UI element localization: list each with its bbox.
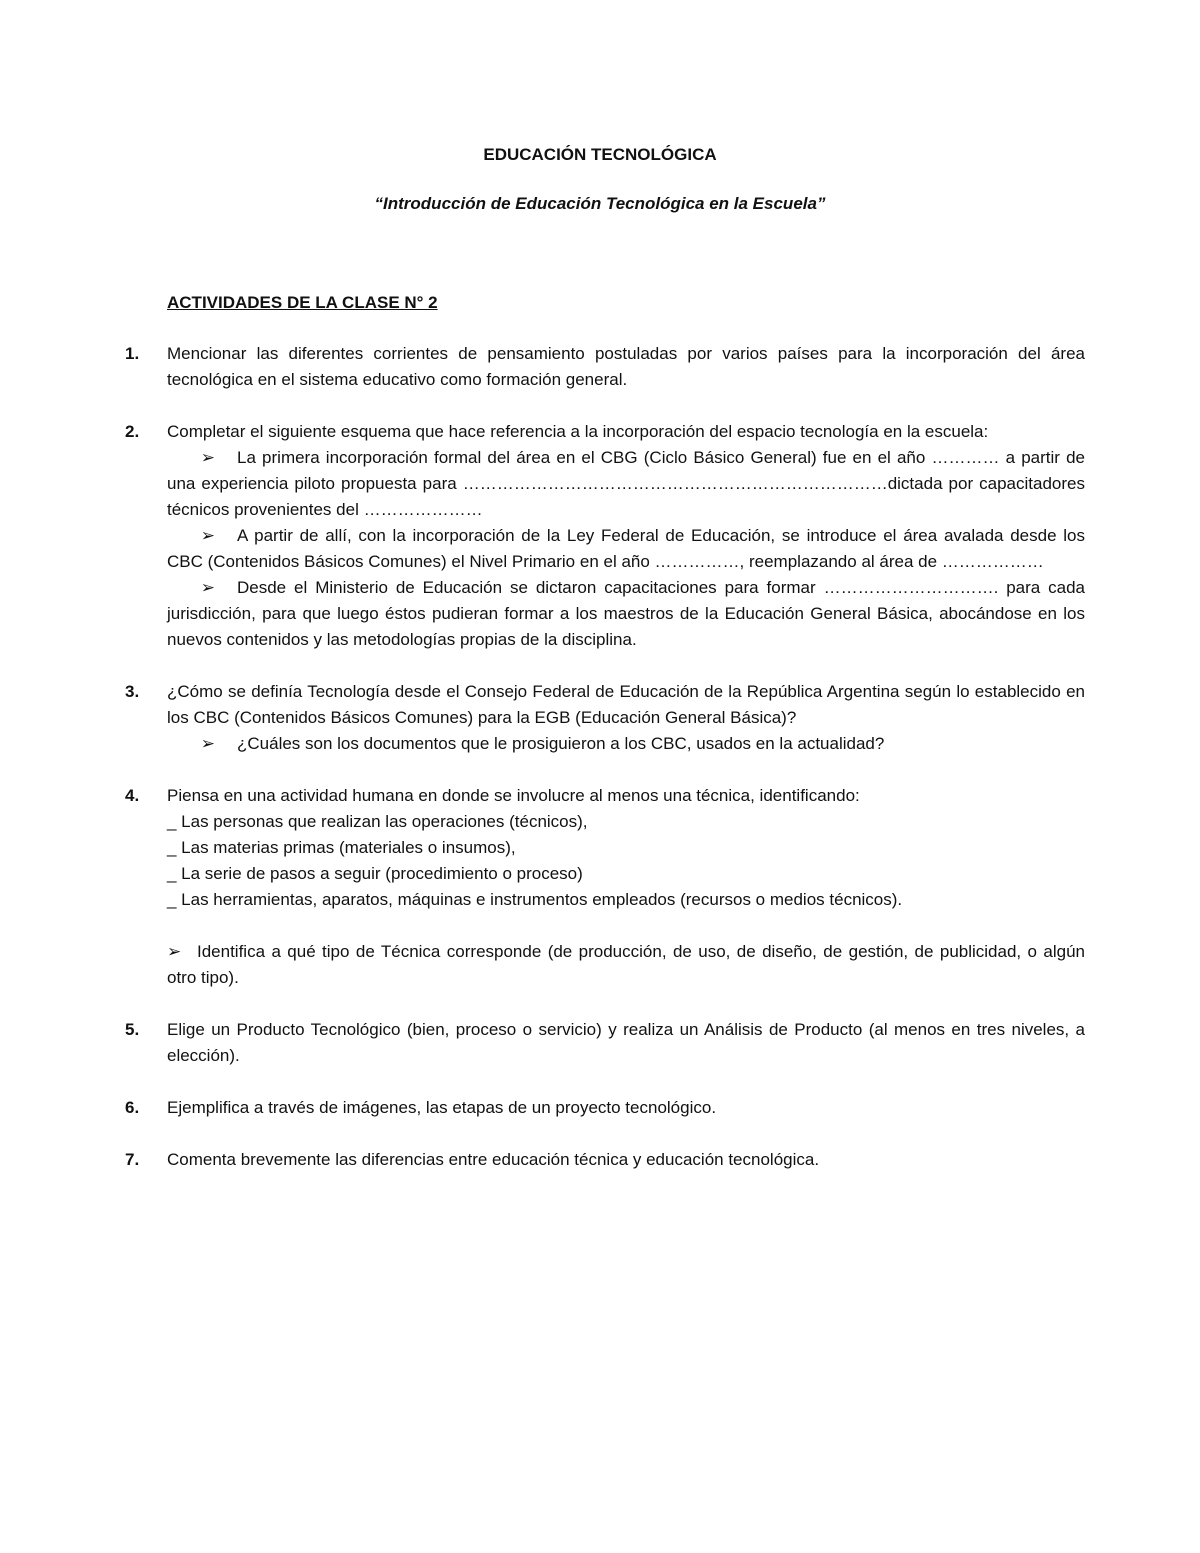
list-item — [0, 1017, 1200, 1069]
bullet-item — [167, 575, 1085, 653]
item-number: 1. — [125, 344, 140, 363]
item-text: ¿Cómo se definía Tecnología desde el Consejo Federal de Educación de la República Argentina según lo establecido en los CBC (Contenidos Básicos Comunes) para la EGB (Educación General Básica)? — [167, 682, 1085, 727]
list-item — [0, 783, 1200, 991]
item-text: Ejemplifica a través de imágenes, las etapas de un proyecto tecnológico. — [167, 1098, 717, 1117]
bullet-item — [167, 939, 1085, 991]
bullet-text: A partir de allí, con la incorporación de la Ley Federal de Educación, se introduce el área avalada desde los CBC (Contenidos Básicos Comunes) el Nivel Primario en el año ……………, reemplazando al área de ……………… — [167, 526, 1085, 571]
item-text: Piensa en una actividad humana en donde se involucre al menos una técnica, identificando: — [167, 786, 860, 805]
item-text: Mencionar las diferentes corrientes de pensamiento postuladas por varios países para la incorporación del área tecnológica en el sistema educativo como formación general. — [167, 344, 1085, 389]
activities-heading: ACTIVIDADES DE LA CLASE N° 2 — [167, 293, 438, 312]
blank-line: _ Las personas que realizan las operaciones (técnicos), — [167, 812, 588, 831]
bullet-text: ¿Cuáles son los documentos que le prosiguieron a los CBC, usados en la actualidad? — [237, 734, 885, 753]
arrow-bullet-icon: ➢ — [200, 734, 215, 753]
item-text: Completar el siguiente esquema que hace referencia a la incorporación del espacio tecnología en la escuela: — [167, 422, 989, 441]
blank-line: _ Las herramientas, aparatos, máquinas e instrumentos empleados (recursos o medios técnicos). — [167, 890, 903, 909]
arrow-bullet-icon: ➢ — [200, 578, 215, 597]
arrow-bullet-icon: ➢ — [167, 942, 182, 961]
bullet-text: Desde el Ministerio de Educación se dictaron capacitaciones para formar …………………………. para cada jurisdicción, para que luego éstos pudieran formar a los maestros de la Educación General Básica, abocándose en los nuevos contenidos y las metodologías propias de la disciplina. — [167, 578, 1085, 649]
bullet-item — [167, 445, 1085, 523]
list-item — [0, 679, 1200, 757]
bullet-text: Identifica a qué tipo de Técnica corresponde (de producción, de uso, de diseño, de gestión, de publicidad, o algún otro tipo). — [167, 942, 1085, 987]
item-number: 7. — [125, 1150, 140, 1169]
document-title: EDUCACIÓN TECNOLÓGICA — [483, 145, 717, 164]
item-number: 4. — [125, 786, 140, 805]
item-text: Elige un Producto Tecnológico (bien, proceso o servicio) y realiza un Análisis de Producto (al menos en tres niveles, a elección). — [167, 1020, 1085, 1065]
arrow-bullet-icon: ➢ — [200, 448, 215, 467]
list-item — [0, 1147, 1200, 1173]
item-number: 6. — [125, 1098, 140, 1117]
blank-line: _ Las materias primas (materiales o insumos), — [167, 838, 516, 857]
item-number: 5. — [125, 1020, 140, 1039]
arrow-bullet-icon: ➢ — [200, 526, 215, 545]
item-number: 2. — [125, 422, 140, 441]
activities-list — [0, 341, 1200, 1199]
list-item — [0, 1095, 1200, 1121]
blank-line: _ La serie de pasos a seguir (procedimiento o proceso) — [167, 864, 583, 883]
bullet-text: La primera incorporación formal del área en el CBG (Ciclo Básico General) fue en el año ………… a partir de una experiencia piloto propuesta para …………………………………………………………………dictada por capacitadores técnicos provenientes del ………………… — [167, 448, 1085, 519]
document-subtitle: “Introducción de Educación Tecnológica en la Escuela” — [374, 194, 826, 213]
item-number: 3. — [125, 682, 140, 701]
list-item — [0, 341, 1200, 393]
bullet-item — [167, 731, 1085, 757]
item-text: Comenta brevemente las diferencias entre educación técnica y educación tecnológica. — [167, 1150, 820, 1169]
list-item — [0, 419, 1200, 653]
bullet-item — [167, 523, 1085, 575]
